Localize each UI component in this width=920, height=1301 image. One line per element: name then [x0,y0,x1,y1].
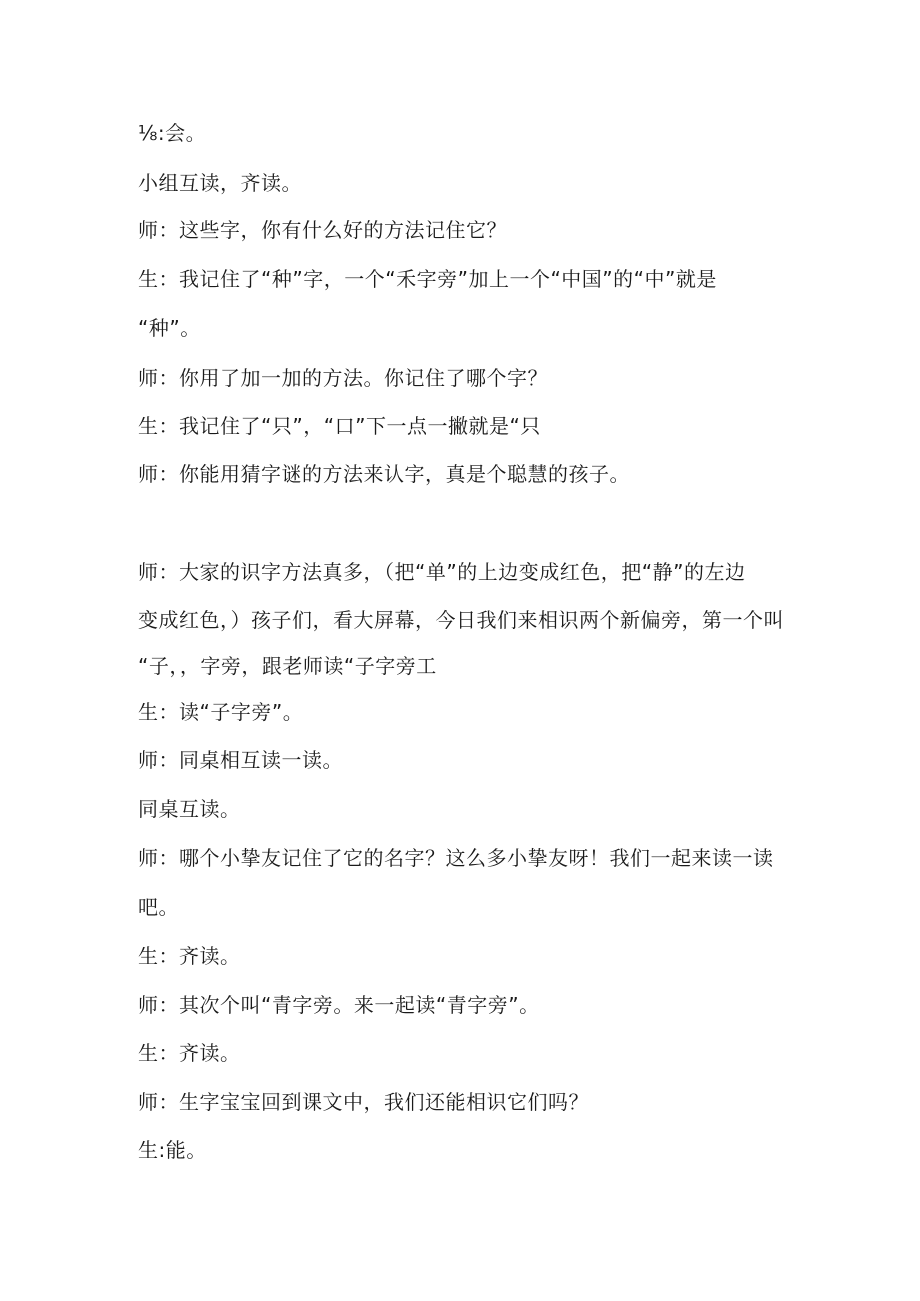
paragraph-line: 生：读“子字旁”。 [138,700,304,724]
paragraph-line: 师：哪个小挚友记住了它的名字？这么多小挚友呀！我们一起来读一读 [138,846,774,870]
paragraph-line: 师：其次个叫“青字旁。来一起读“青字旁”。 [138,993,540,1017]
paragraph-line: 师：生字宝宝回到课文中，我们还能相识它们吗？ [138,1090,589,1114]
paragraph-line: 师：这些字，你有什么好的方法记住它？ [138,218,507,242]
paragraph-line: 同桌互读。 [138,797,241,821]
paragraph-line: 师：你用了加一加的方法。你记住了哪个字？ [138,366,548,390]
paragraph-line: 变成红色，）孩子们，看大屏幕，今日我们来相识两个新偏旁，第一个叫 [138,608,784,632]
paragraph-line: “种”。 [138,316,201,340]
paragraph-line: 师：大家的识字方法真多，（把“单”的上边变成红色，把“静”的左边 [138,560,746,584]
paragraph-line: 生：齐读。 [138,944,241,968]
paragraph-line: 师：同桌相互读一读。 [138,748,343,772]
paragraph-line: 生：我记住了“只”，“口”下一点一撇就是“只 [138,414,541,438]
paragraph-line: 吧。 [138,895,179,919]
paragraph-line: 师：你能用猜字谜的方法来认字，真是个聪慧的孩子。 [138,462,630,486]
paragraph-line: 生：我记住了“种”字，一个“禾字旁”加上一个“中国”的“中”就是 [138,267,717,291]
paragraph-line: 生：齐读。 [138,1041,241,1065]
paragraph-line: “子，，字旁，跟老师读“子字旁工 [138,654,437,678]
paragraph-line: 生:能。 [138,1138,207,1162]
paragraph-line: ⅛:会。 [138,121,207,145]
paragraph-line: 小组互读，齐读。 [138,171,302,195]
